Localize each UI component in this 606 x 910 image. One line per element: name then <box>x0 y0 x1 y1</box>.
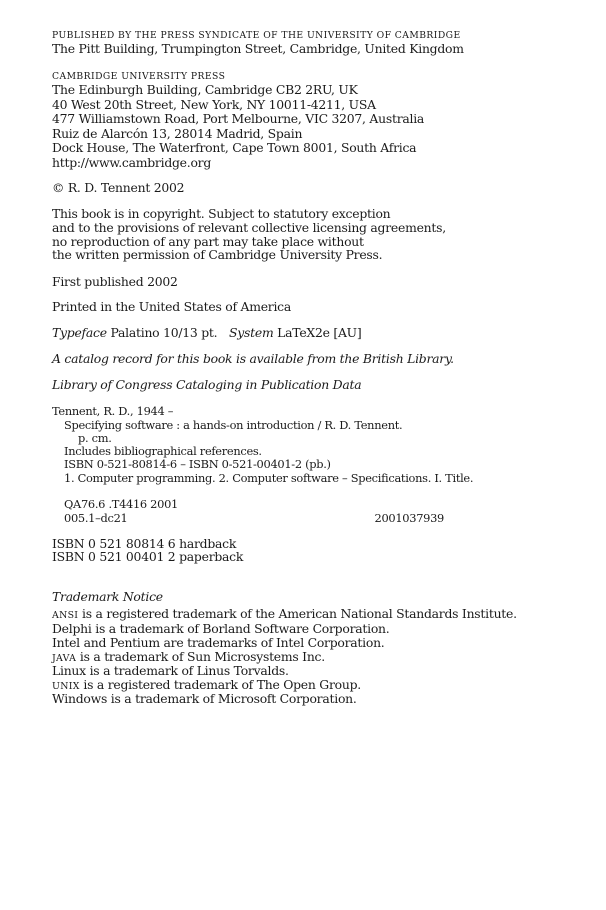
address-line: The Edinburgh Building, Cambridge CB2 2RU, UK <box>52 82 358 97</box>
java-abbr: JAVA <box>52 653 77 664</box>
loc-heading: Library of Congress Cataloging in Publication Data <box>52 377 362 392</box>
typeface-label: Typeface <box>52 325 107 340</box>
address-line: 40 West 20th Street, New York, NY 10011-4211, USA <box>52 97 376 112</box>
catalog-record: A catalog record for this book is available from the British Library. <box>52 351 454 366</box>
unix-rest: is a registered trademark of The Open Group. <box>79 677 361 692</box>
publisher-url: http://www.cambridge.org <box>52 155 212 170</box>
ansi-abbr: ANSI <box>52 610 79 621</box>
pitt-building-address: The Pitt Building, Trumpington Street, Cambridge, United Kingdom <box>52 41 464 56</box>
copyright-notice: © R. D. Tennent 2002 <box>52 180 185 195</box>
trademark-delphi: Delphi is a trademark of Borland Software Corporation. <box>52 621 390 636</box>
legal-line: This book is in copyright. Subject to statutory exception <box>52 206 391 221</box>
press-syndicate-line: PUBLISHED BY THE PRESS SYNDICATE OF THE UNIVERSITY OF CAMBRIDGE <box>52 30 461 41</box>
typeface-line <box>52 326 361 340</box>
isbn-hardback: ISBN 0 521 80814 6 hardback <box>52 536 237 551</box>
cup-heading: CAMBRIDGE UNIVERSITY PRESS <box>52 71 226 82</box>
cip-pages: p. cm. <box>78 431 112 445</box>
cip-author: Tennent, R. D., 1944 – <box>52 404 174 418</box>
cip-references: Includes bibliographical references. <box>64 444 262 458</box>
address-line: Ruiz de Alarcón 13, 28014 Madrid, Spain <box>52 126 303 141</box>
legal-line: the written permission of Cambridge University Press. <box>52 247 383 262</box>
typeface-value: Palatino 10/13 pt. <box>110 325 218 340</box>
cip-dewey: 005.1–dc21 <box>64 511 128 525</box>
system-value: LaTeX2e [AU] <box>277 325 362 340</box>
cip-title: Specifying software : a hands-on introduction / R. D. Tennent. <box>64 418 403 432</box>
java-rest: is a trademark of Sun Microsystems Inc. <box>76 649 325 664</box>
legal-line: and to the provisions of relevant collective licensing agreements, <box>52 220 446 235</box>
cip-subjects: 1. Computer programming. 2. Computer software – Specifications. I. Title. <box>64 471 474 485</box>
trademark-heading: Trademark Notice <box>52 589 163 604</box>
cip-lccn: 2001037939 <box>374 511 444 525</box>
legal-line: no reproduction of any part may take place without <box>52 234 364 249</box>
cip-isbns: ISBN 0-521-80814-6 – ISBN 0-521-00401-2 (pb.) <box>64 457 331 471</box>
first-published: First published 2002 <box>52 274 178 289</box>
trademark-windows: Windows is a trademark of Microsoft Corporation. <box>52 691 357 706</box>
isbn-paperback: ISBN 0 521 00401 2 paperback <box>52 549 244 564</box>
trademark-linux: Linux is a trademark of Linus Torvalds. <box>52 663 289 678</box>
cip-call-number: QA76.6 .T4416 2001 <box>64 497 178 511</box>
address-line: Dock House, The Waterfront, Cape Town 8001, South Africa <box>52 140 417 155</box>
unix-abbr: UNIX <box>52 681 80 692</box>
system-label: System <box>229 325 274 340</box>
trademark-intel: Intel and Pentium are trademarks of Intel Corporation. <box>52 635 385 650</box>
address-line: 477 Williamstown Road, Port Melbourne, VIC 3207, Australia <box>52 111 425 126</box>
printed-in: Printed in the United States of America <box>52 299 292 314</box>
ansi-rest: is a registered trademark of the American National Standards Institute. <box>78 606 517 621</box>
